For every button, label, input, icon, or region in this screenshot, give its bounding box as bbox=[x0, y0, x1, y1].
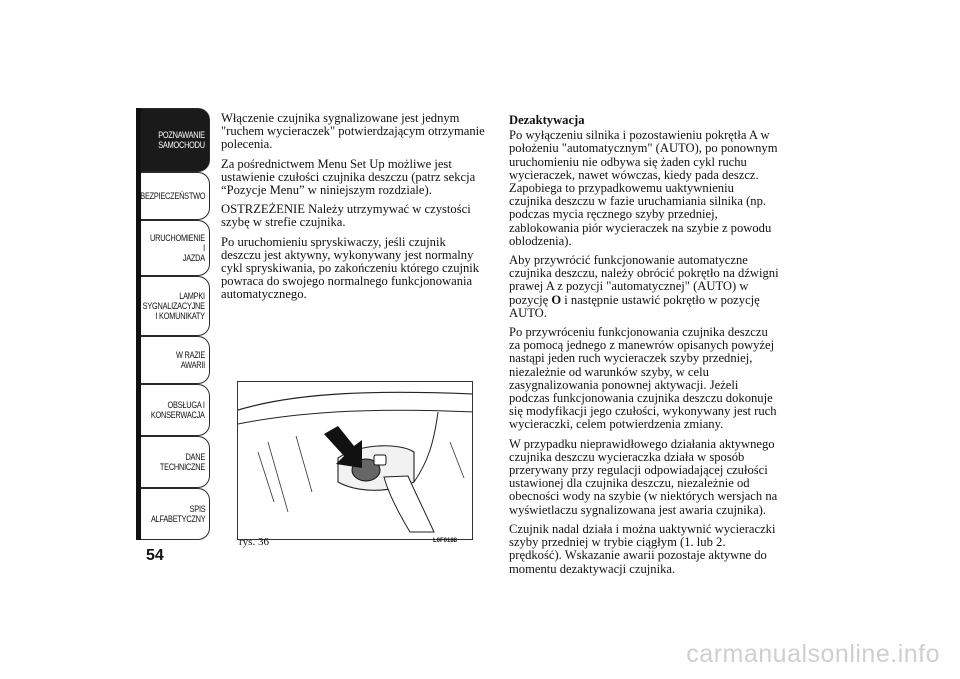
paragraph: Po uruchomieniu spryskiwaczy, jeśli czujnik deszczu jest aktywny, wykonywany jest normalny cykl spryskiwania, po zakończeniu którego czujnik powraca do swojego normalnego funkcjonowania automatycznego. bbox=[221, 234, 480, 302]
tab-dane-techniczne[interactable] bbox=[141, 436, 210, 488]
left-column bbox=[221, 112, 485, 308]
tab-uruchomienie-i-jazda[interactable] bbox=[141, 220, 210, 276]
figure-code: L0F0188 bbox=[433, 538, 458, 544]
paragraph: Czujnik nadal działa i można uaktywnić wycieraczki szyby przedniej w trybie ciągłym (1. lub 2. prędkość). Wskazanie awarii pozostaje aktywne do momentu dezaktywacji czujnika. bbox=[509, 521, 776, 576]
section-heading: Dezaktywacja bbox=[509, 113, 585, 127]
paragraph: Po wyłączeniu silnika i pozostawieniu pokrętła A w położeniu "automatycznym" (AUTO), po ponownym uruchomieniu nie odbywa się żaden cykl ruchu wycieraczek, nawet wówczas, kiedy pada deszcz. Zapobiega to przypadkowemu uaktywnieniu czujnika deszczu w fazie uruchamiania silnika (np. podczas mycia ręcznego szyby przedniej, zablokowania piór wycieraczek na szybie z powodu oblodzenia). bbox=[509, 128, 778, 248]
paragraph: Za pośrednictwem Menu Set Up możliwe jest ustawienie czułości czujnika deszczu (patrz sekcja “Pozycje Menu” w niniejszym rozdziale). bbox=[221, 156, 476, 198]
position-symbol: O bbox=[551, 292, 562, 307]
warning-paragraph: OSTRZEŻENIE Należy utrzymywać w czystości szybę w strefie czujnika. bbox=[221, 202, 471, 230]
tab-label: URUCHOMIENIE I JAZDA bbox=[150, 233, 205, 263]
paragraph: W przypadku nieprawidłowego działania aktywnego czujnika deszczu wycieraczka działa w sposób przerywany przy regulacji odpowiadającej czułości ustawionej dla czujnika deszczu, niezależnie od obecności wody na szybie (w niektórych wersjach na wyświetlaczu sygnalizowana jest awaria czujnika). bbox=[509, 436, 778, 517]
figure-rain-sensor bbox=[237, 381, 473, 540]
tab-label: SPIS ALFABETYCZNY bbox=[150, 504, 205, 524]
paragraph: Włączenie czujnika sygnalizowane jest jednym "ruchem wycieraczek" potwierdzającym otrzymanie polecenia. bbox=[221, 111, 485, 152]
tab-label: LAMPKI SYGNALIZACYJNE I KOMUNIKATY bbox=[142, 291, 205, 321]
rain-sensor-illustration bbox=[238, 382, 473, 540]
paragraph bbox=[509, 254, 779, 320]
watermark: carmanualsonline.info bbox=[686, 640, 940, 668]
tab-spis-alfabetyczny[interactable] bbox=[141, 488, 210, 540]
page-number: 54 bbox=[146, 547, 164, 564]
right-column bbox=[509, 114, 779, 582]
paragraph-text: i następnie ustawić pokrętło w pozycję AUTO. bbox=[509, 292, 760, 320]
tab-label: BEZPIECZEŃSTWO bbox=[139, 191, 205, 201]
tab-label: OBSŁUGA I KONSERWACJA bbox=[151, 400, 205, 420]
tab-obsluga-i-konserwacja[interactable] bbox=[141, 384, 210, 436]
pointer-arrow-icon bbox=[324, 426, 362, 468]
tab-w-razie-awarii[interactable] bbox=[141, 336, 210, 384]
figure-caption: rys. 36 bbox=[239, 536, 269, 548]
tab-bezpieczenstwo[interactable] bbox=[141, 172, 210, 220]
tab-label: DANE TECHNICZNE bbox=[159, 452, 205, 472]
tab-lampki-sygnalizacyjne[interactable] bbox=[141, 276, 210, 336]
tab-label: POZNAWANIE SAMOCHODU bbox=[158, 130, 205, 150]
tab-poznawanie-samochodu[interactable] bbox=[141, 108, 210, 172]
paragraph-text: Aby przywrócić funkcjonowanie automatyczne czujnika deszczu, należy obrócić pokrętło na dźwigni prawej A z pozycji "automatycznej" (AUTO) w pozycję bbox=[509, 253, 779, 307]
tab-label: W RAZIE AWARII bbox=[175, 350, 205, 370]
paragraph: Po przywróceniu funkcjonowania czujnika deszczu za pomocą jednego z manewrów opisanych powyżej nastąpi jeden ruch wycieraczek szyby przedniej, niezależnie od warunków szyby, w celu zasygnalizowania ponownej aktywacji. Jeżeli podczas funkcjonowania czujnika deszczu dokonuje się modyfikacji jego czułości, wykonywany jest ruch wycieraczki, celem potwierdzenia zmiany. bbox=[509, 325, 777, 432]
